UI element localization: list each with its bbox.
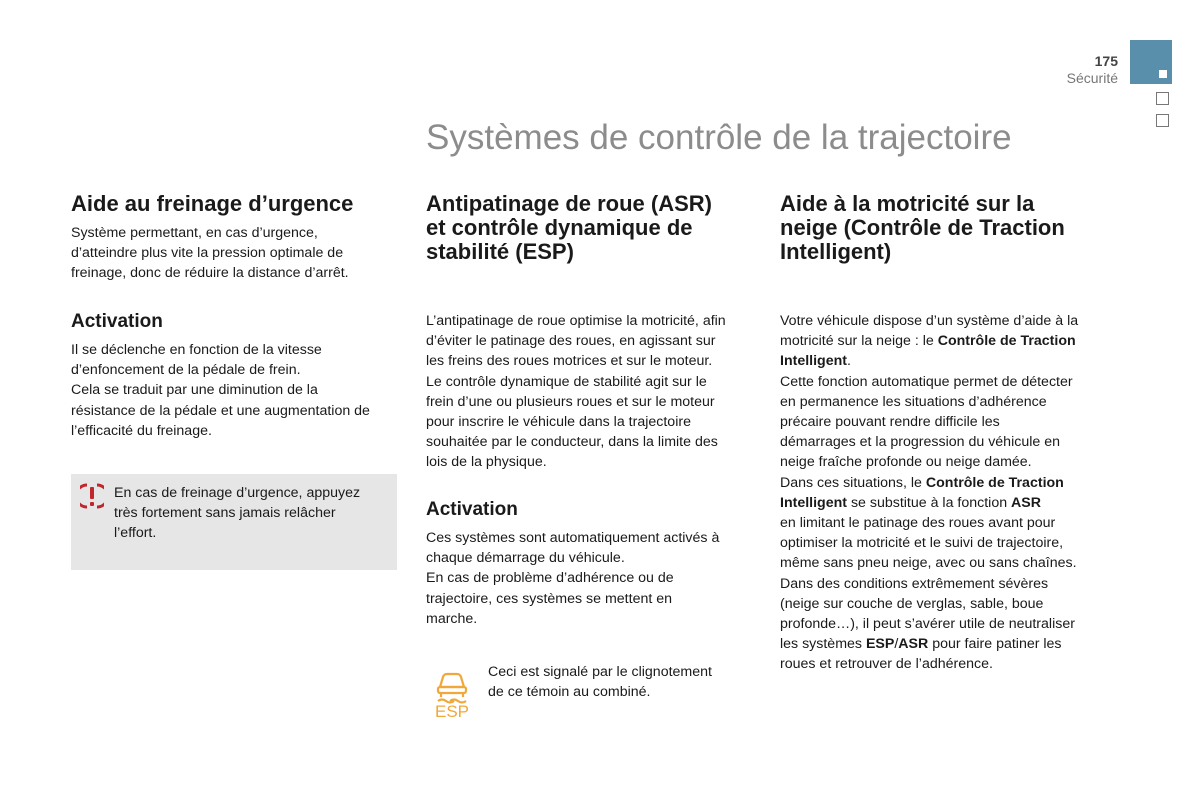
emergency-braking-intro <box>71 223 401 284</box>
bold-term: Contrôle de Traction <box>937 333 1076 350</box>
bold-term: ESP <box>865 636 895 653</box>
column-snow-motricity <box>780 192 1110 264</box>
section-tab-active <box>1130 40 1172 84</box>
activation-text-2 <box>426 528 756 629</box>
text-line: de ce témoin au combiné. <box>488 684 651 701</box>
heading-snow-line: neige (Contrôle de Traction <box>780 215 1065 240</box>
text-line: même sans pneu neige, avec ou sans chaînes. <box>780 555 1077 572</box>
heading-emergency-braking: Aide au freinage d’urgence <box>71 191 354 216</box>
page-number: 175 <box>1094 53 1118 69</box>
section-tab-empty-1 <box>1156 92 1169 105</box>
text-line: En cas de freinage d’urgence, appuyez <box>114 485 361 501</box>
text-line: Votre véhicule dispose d’un système d’aide à la <box>780 313 1079 329</box>
text-line: chaque démarrage du véhicule. <box>426 550 625 567</box>
text-line: résistance de la pédale et une augmentation de <box>71 402 370 419</box>
text-line: Cela se traduit par une diminution de la <box>71 382 318 399</box>
text-line: marche. <box>426 610 478 627</box>
text-span: motricité sur la neige : le <box>780 333 938 350</box>
text-line: (neige sur couche de verglas, sable, boue <box>780 595 1044 612</box>
text-line: d’enfoncement de la pédale de frein. <box>71 362 301 379</box>
text-line: pour inscrire le véhicule dans la trajectoire <box>426 414 691 431</box>
text-span: Dans ces situations, le <box>780 474 926 491</box>
text-line: neige fraîche profonde ou neige damée. <box>780 454 1032 471</box>
text-span: les systèmes <box>780 636 866 653</box>
activation-section-1 <box>71 311 401 333</box>
tab-marker <box>1159 70 1167 78</box>
text-line <box>780 493 1110 513</box>
heading-activation-2: Activation <box>426 499 518 520</box>
text-line: Le contrôle dynamique de stabilité agit sur le <box>426 373 707 390</box>
column-emergency-braking <box>71 192 401 216</box>
esp-note <box>488 662 748 702</box>
warning-icon <box>80 483 104 509</box>
heading-asr-esp-line: et contrôle dynamique de <box>426 215 693 240</box>
text-line: Il se déclenche en fonction de la vitesse <box>71 342 322 358</box>
section-name: Sécurité <box>1066 70 1118 86</box>
text-line: en limitant le patinage des roues avant pour <box>780 515 1056 532</box>
bold-term: ASR <box>898 636 929 653</box>
bold-term: Contrôle de Traction <box>925 474 1064 491</box>
esp-warning-light-icon <box>432 667 472 719</box>
esp-label: ESP <box>434 702 470 719</box>
text-line: démarrages et la progression du véhicule en <box>780 434 1060 451</box>
text-line <box>780 351 1110 371</box>
warning-box <box>71 474 397 570</box>
text-line: roues et retrouver de l’adhérence. <box>780 656 993 673</box>
column-asr-esp <box>426 192 756 264</box>
bold-term: ASR <box>1011 494 1042 511</box>
text-line: optimiser la motricité et le suivi de trajectoire, <box>780 535 1064 552</box>
text-line: Dans des conditions extrêmement sévères <box>780 575 1049 592</box>
text-line <box>780 473 1110 493</box>
text-line: Cette fonction automatique permet de détecter <box>780 373 1073 390</box>
warning-text <box>114 483 384 544</box>
text-span: / <box>894 636 899 653</box>
text-line: Système permettant, en cas d’urgence, <box>71 225 318 241</box>
text-line: En cas de problème d’adhérence ou de <box>426 570 674 587</box>
text-line: en permanence les situations d’adhérence <box>780 393 1047 410</box>
text-line <box>780 331 1110 351</box>
text-line: souhaitée par le conducteur, dans la limite des <box>426 434 718 451</box>
heading-asr-esp-line: stabilité (ESP) <box>426 239 574 264</box>
text-line <box>780 634 1110 654</box>
text-span: pour faire patiner les <box>928 636 1062 653</box>
heading-asr-esp-line: Antipatinage de roue (ASR) <box>426 191 713 216</box>
text-line: l’efficacité du freinage. <box>71 422 212 439</box>
asr-esp-body <box>426 311 756 473</box>
activation-text-1 <box>71 340 401 441</box>
text-line: lois de la physique. <box>426 454 547 471</box>
text-line: Ces systèmes sont automatiquement activés à <box>426 530 720 546</box>
text-line: trajectoire, ces systèmes se mettent en <box>426 590 673 607</box>
text-line: frein d’une ou plusieurs roues et sur le moteur <box>426 393 715 410</box>
text-line: d’éviter le patinage des roues, en agissant sur <box>426 333 716 350</box>
heading-snow-line: Aide à la motricité sur la <box>780 191 1035 216</box>
heading-snow-line: Intelligent) <box>780 239 892 264</box>
bold-term: Intelligent <box>780 353 847 370</box>
text-line: les freins des roues motrices et sur le moteur. <box>426 353 713 370</box>
activation-section-2 <box>426 499 756 521</box>
text-line: Ceci est signalé par le clignotement <box>488 664 712 680</box>
text-line: profonde…), il peut s’avérer utile de neutraliser <box>780 616 1075 633</box>
text-line: d’atteindre plus vite la pression optimale de <box>71 245 344 262</box>
text-line: freinage, donc de réduire la distance d’arrêt. <box>71 265 349 282</box>
text-span: se substitue à la fonction <box>847 494 1012 511</box>
page-title: Systèmes de contrôle de la trajectoire <box>426 118 1012 157</box>
text-line: précaire pouvant rendre difficile les <box>780 414 1000 431</box>
text-line: l’effort. <box>114 525 157 542</box>
heading-activation-1: Activation <box>71 311 163 332</box>
bold-term: Intelligent <box>780 494 847 511</box>
snow-body <box>780 311 1110 675</box>
text-span: . <box>847 353 851 370</box>
text-line: très fortement sans jamais relâcher <box>114 505 336 522</box>
text-line: L’antipatinage de roue optimise la motricité, afin <box>426 313 726 329</box>
section-tab-empty-2 <box>1156 114 1169 127</box>
